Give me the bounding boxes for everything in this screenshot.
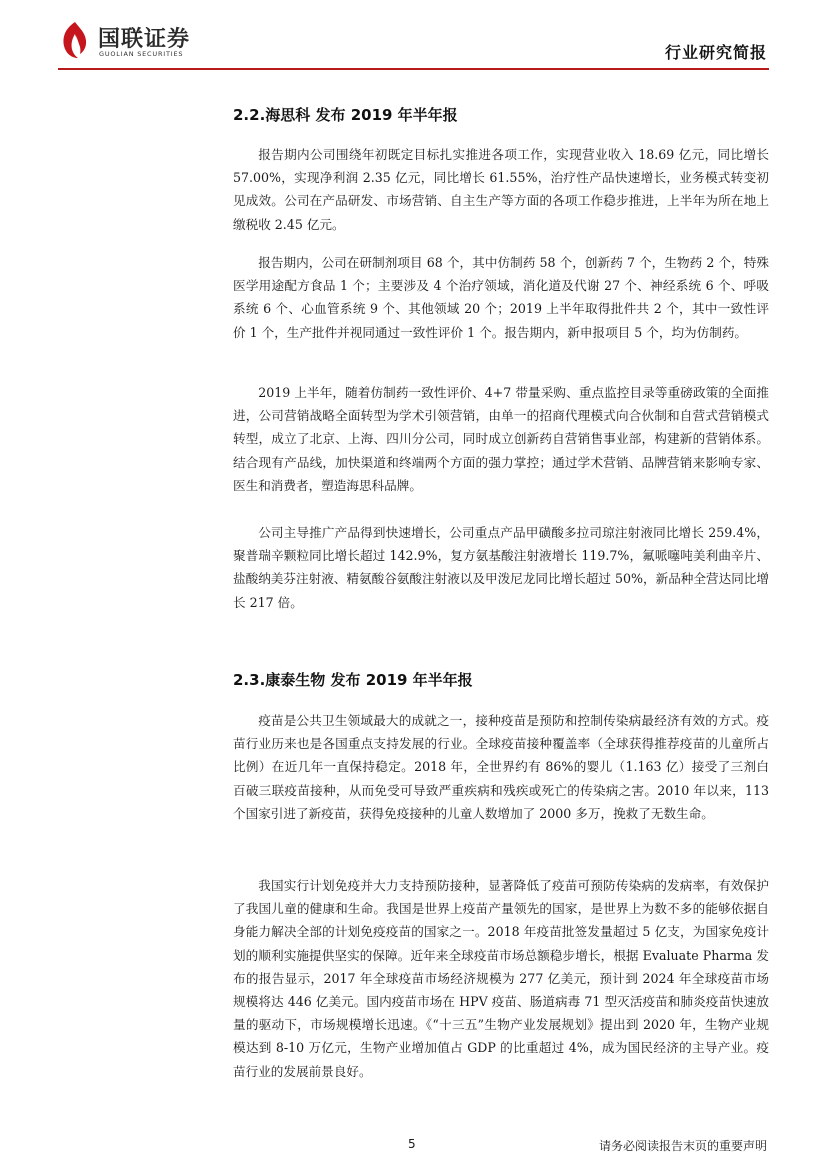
disclaimer-note: 请务必阅读报告末页的重要声明 bbox=[598, 1139, 767, 1153]
company-logo bbox=[58, 20, 218, 64]
paragraph: 我国实行计划免疫并大力支持预防接种，显著降低了疫苗可预防传染病的发病率，有效保护了我国儿童的健康和生命。我国是世界上疫苗产量领先的国家，是世界上为数不多的能够依据自身能力解决全部的计划免疫疫苗的国家之一。2018 年疫苗批签发量超过 5 亿支，为国家免疫计划的顺利实施提供坚实的保障。近年来全球疫苗市场总额稳步增长，根据 Evaluate Pharma 发布的报告显示，2017 年全球疫苗市场经济规模为 277 亿美元，预计到 2024 年全球疫苗市场规模将达 446 亿美元。国内疫苗市场在 HPV 疫苗、肠道病毒 71 型灭活疫苗和肺炎疫苗快速放量的驱动下，市场规模增长迅速。《“十三五”生物产业发展规划》提出到 2020 年，生物产业规模达到 8-10 万亿元，生物产业增加值占 GDP 的比重超过 4%，成为国民经济的主导产业。疫苗行业的发展前景良好。 bbox=[233, 878, 769, 1079]
section-title-haisike: 2.2.海思科 发布 2019 年半年报 bbox=[233, 106, 458, 124]
header-divider bbox=[58, 68, 769, 70]
paragraph: 公司主导推广产品得到快速增长，公司重点产品甲磺酸多拉司琼注射液同比增长 259.4%，聚普瑞辛颗粒同比增长超过 142.9%，复方氨基酸注射液增长 119.7%，氟哌噻吨美利曲辛片、盐酸纳美芬注射液、精氨酸谷氨酸注射液以及甲泼尼龙同比增长超过 50%，新品种全营达同比增长 217 倍。 bbox=[233, 525, 769, 610]
logo-name-cn: 国联证券 bbox=[98, 27, 191, 52]
report-type-label: 行业研究简报 bbox=[664, 43, 767, 62]
paragraph: 报告期内，公司在研制剂项目 68 个，其中仿制药 58 个，创新药 7 个，生物药 2 个，特殊医学用途配方食品 1 个；主要涉及 4 个治疗领域，消化道及代谢 27 个、神经系统 6 个、呼吸系统 6 个、心血管系统 9 个、其他领域 20 个；2019 上半年取得批件共 2 个，其中一致性评价 1 个，生产批件并视同通过一致性评价 1 个。报告期内，新申报项目 5 个，均为仿制药。 bbox=[233, 255, 769, 340]
page-number: 5 bbox=[408, 1137, 416, 1151]
section-title-kangtai: 2.3.康泰生物 发布 2019 年半年报 bbox=[233, 671, 473, 689]
page-header bbox=[0, 0, 827, 78]
logo-name-en: GUOLIAN SECURITIES bbox=[99, 50, 184, 58]
guolian-flame-logo-icon bbox=[58, 20, 92, 60]
paragraph: 2019 上半年，随着仿制药一致性评价、4+7 带量采购、重点监控目录等重磅政策的全面推进，公司营销战略全面转型为学术引领营销，由单一的招商代理模式向合伙制和自营式营销模式转型，成立了北京、上海、四川分公司，同时成立创新药自营销售事业部，构建新的营销体系。结合现有产品线，加快渠道和终端两个方面的强力掌控；通过学术营销、品牌营销来影响专家、医生和消费者，塑造海思科品牌。 bbox=[233, 385, 769, 493]
paragraph: 疫苗是公共卫生领域最大的成就之一，接种疫苗是预防和控制传染病最经济有效的方式。疫苗行业历来也是各国重点支持发展的行业。全球疫苗接种覆盖率（全球获得推荐疫苗的儿童所占比例）在近几年一直保持稳定。2018 年，全世界约有 86%的婴儿（1.163 亿）接受了三剂白百破三联疫苗接种，从而免受可导致严重疾病和残疾或死亡的传染病之害。2010 年以来，113 个国家引进了新疫苗，获得免疫接种的儿童人数增加了 2000 多万，挽救了无数生命。 bbox=[233, 713, 769, 821]
paragraph: 报告期内公司围绕年初既定目标扎实推进各项工作，实现营业收入 18.69 亿元，同比增长 57.00%，实现净利润 2.35 亿元，同比增长 61.55%，治疗性产品快速增长，业务模式转变初见成效。公司在产品研发、市场营销、自主生产等方面的各项工作稳步推进，上半年为所在地上缴税收 2.45 亿元。 bbox=[233, 147, 769, 232]
